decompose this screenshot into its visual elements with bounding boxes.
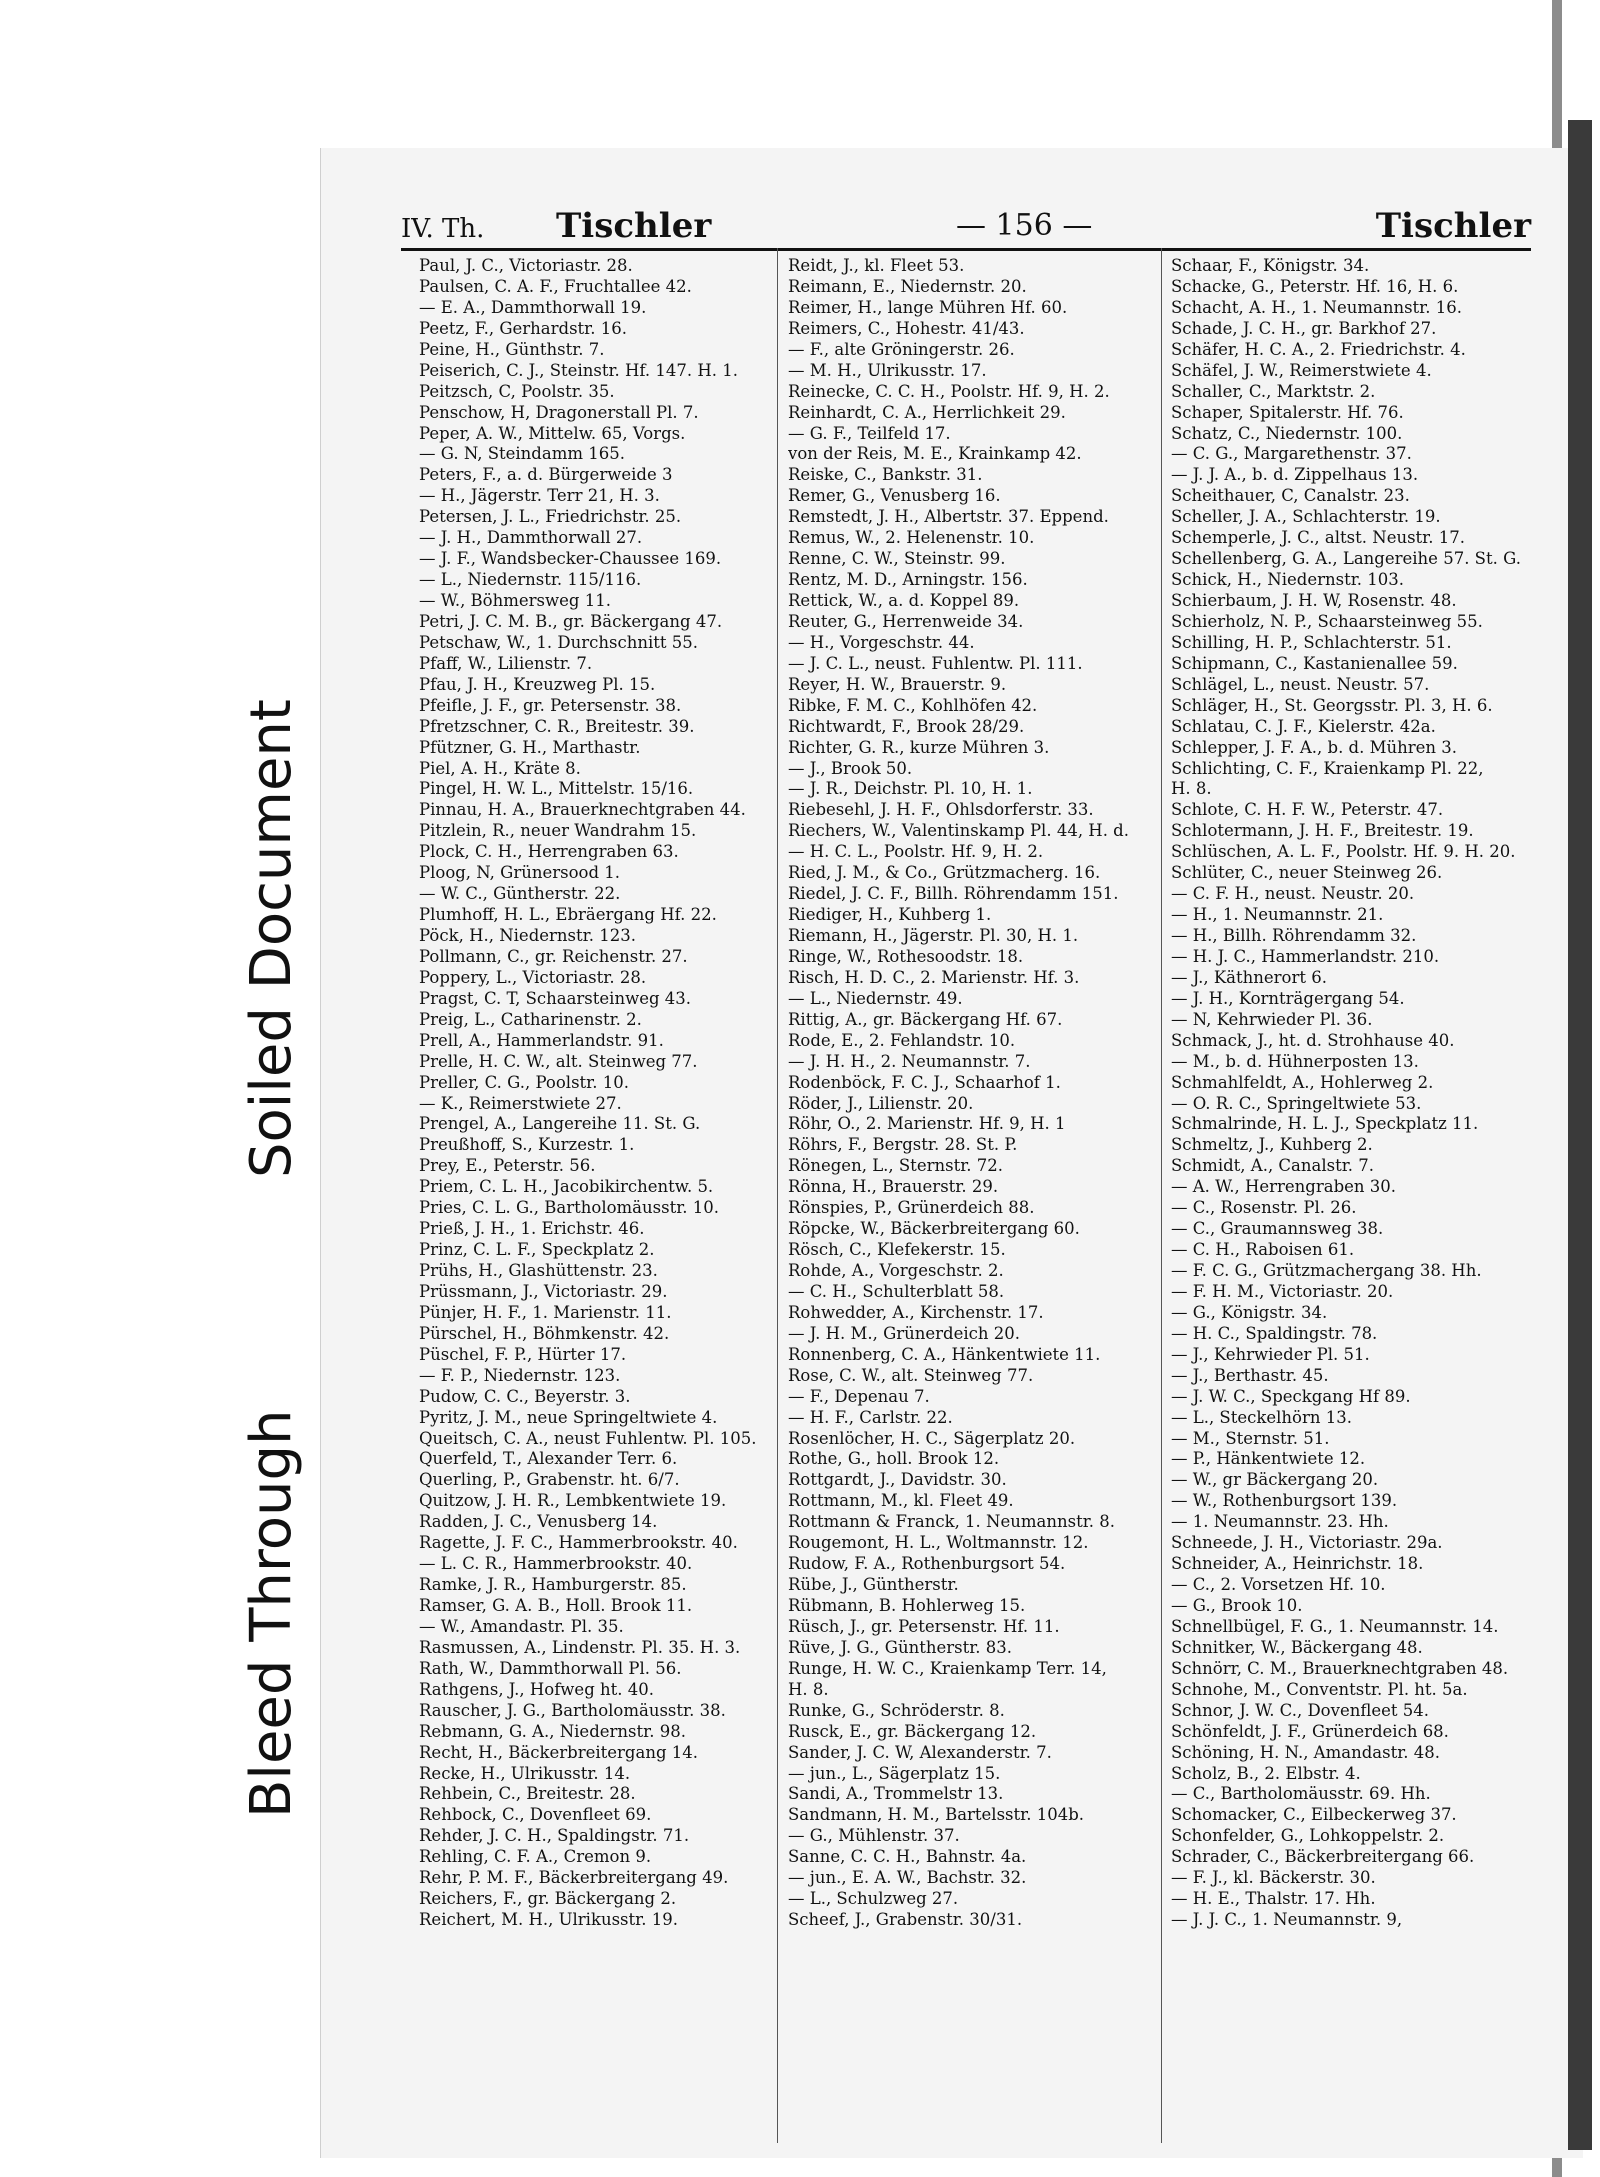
directory-entry: Schaar, F., Königstr. 34.: [1171, 256, 1370, 275]
directory-entry: Riedel, J. C. F., Billh. Röhrendamm 151.: [788, 884, 1119, 904]
directory-entry: Reyer, H. W., Brauerstr. 9.: [788, 674, 1007, 694]
directory-entry: Remstedt, J. H., Albertstr. 37. Eppend.: [788, 507, 1109, 527]
directory-entry: Rittig, A., gr. Bäckergang Hf. 67.: [788, 1009, 1063, 1029]
directory-entry: Richtwardt, F., Brook 28/29.: [788, 716, 1025, 736]
directory-entry: Piel, A. H., Kräte 8.: [419, 758, 581, 778]
directory-entry: — H. C., Spaldingstr. 78.: [1171, 1323, 1378, 1343]
directory-entry: Schierbaum, J. H. W, Rosenstr. 48.: [1171, 591, 1457, 610]
directory-entry: Schaper, Spitalerstr. Hf. 76.: [1171, 402, 1404, 422]
directory-entry: — L., Niedernstr. 115/116.: [419, 570, 642, 590]
document-page: [320, 148, 1583, 2158]
directory-entry: Pries, C. L. G., Bartholomäusstr. 10.: [419, 1198, 720, 1218]
directory-entry: Recht, H., Bäckerbreitergang 14.: [419, 1742, 699, 1762]
directory-entry: — C. H., Raboisen 61.: [1171, 1240, 1355, 1260]
directory-entry: — jun., E. A. W., Bachstr. 32.: [788, 1868, 1027, 1888]
directory-entry: Pfeifle, J. F., gr. Petersenstr. 38.: [419, 695, 682, 715]
directory-entry: — C. F. H., neust. Neustr. 20.: [1171, 884, 1415, 904]
page-edge-dark: [1568, 120, 1592, 2150]
directory-entry: — F. C. G., Grützmachergang 38. Hh.: [1171, 1261, 1482, 1280]
directory-entry: Reuter, G., Herrenweide 34.: [788, 611, 1024, 631]
directory-entry: Rauscher, J. G., Bartholomäusstr. 38.: [419, 1700, 726, 1720]
directory-entry: Schnor, J. W. C., Dovenfleet 54.: [1171, 1700, 1429, 1720]
directory-entry: Röpcke, W., Bäckerbreitergang 60.: [788, 1219, 1080, 1239]
directory-entry: Schemperle, J. C., altst. Neustr. 17.: [1171, 528, 1465, 548]
directory-entry: Reichers, F., gr. Bäckergang 2.: [419, 1889, 677, 1909]
directory-entry: Reinecke, C. C. H., Poolstr. Hf. 9, H. 2.: [788, 381, 1110, 401]
directory-entry: — F., Depenau 7.: [788, 1386, 930, 1406]
directory-entry: Schneider, A., Heinrichstr. 18.: [1171, 1554, 1424, 1574]
directory-entry: Sanne, C. C. H., Bahnstr. 4a.: [788, 1847, 1027, 1867]
directory-entry: — C. H., Schulterblatt 58.: [788, 1281, 1005, 1301]
directory-entry: Peitzsch, C, Poolstr. 35.: [419, 381, 615, 401]
directory-entry: — H., Jägerstr. Terr 21, H. 3.: [419, 486, 660, 506]
directory-entry: Schlägel, L., neust. Neustr. 57.: [1171, 674, 1430, 694]
directory-entry: Rüve, J. G., Güntherstr. 83.: [788, 1637, 1013, 1657]
directory-entry: — E. A., Dammthorwall 19.: [419, 297, 647, 317]
directory-entry: Prell, A., Hammerlandstr. 91.: [419, 1030, 664, 1050]
directory-entry: Pinnau, H. A., Brauerknechtgraben 44.: [419, 800, 746, 820]
directory-entry: — J. H. M., Grünerdeich 20.: [788, 1323, 1021, 1343]
directory-entry: Schnellbügel, F. G., 1. Neumannstr. 14.: [1171, 1616, 1499, 1636]
directory-entry: — F. H. M., Victoriastr. 20.: [1171, 1281, 1394, 1301]
directory-entry: Rehbock, C., Dovenfleet 69.: [419, 1805, 652, 1825]
directory-entry: — 1. Neumannstr. 23. Hh.: [1171, 1512, 1389, 1532]
directory-entry: Riechers, W., Valentinskamp Pl. 44, H. d.: [788, 821, 1129, 841]
directory-entry: Röhrs, F., Bergstr. 28. St. P.: [788, 1135, 1018, 1155]
directory-entry: Rusck, E., gr. Bäckergang 12.: [788, 1721, 1037, 1741]
directory-entry: Petersen, J. L., Friedrichstr. 25.: [419, 507, 682, 527]
directory-entry: — W., Rothenburgsort 139.: [1171, 1491, 1398, 1511]
directory-entry: — F. P., Niedernstr. 123.: [419, 1365, 621, 1385]
directory-entry: Quitzow, J. H. R., Lembkentwiete 19.: [419, 1491, 727, 1511]
directory-column-2: [788, 256, 1148, 1931]
directory-entry: Petri, J. C. M. B., gr. Bäckergang 47.: [419, 611, 723, 631]
directory-entry: Rottmann & Franck, 1. Neumannstr. 8.: [788, 1512, 1116, 1532]
directory-entry: Schneede, J. H., Victoriastr. 29a.: [1171, 1533, 1443, 1553]
directory-entry: Radden, J. C., Venusberg 14.: [419, 1512, 658, 1532]
directory-entry: Schlüschen, A. L. F., Poolstr. Hf. 9. H. 20.: [1171, 842, 1516, 862]
directory-entry: — W., Amandastr. Pl. 35.: [419, 1616, 624, 1636]
directory-entry: Ried, J. M., & Co., Grützmacherg. 16.: [788, 863, 1101, 883]
directory-entry: Riemann, H., Jägerstr. Pl. 30, H. 1.: [788, 926, 1079, 945]
directory-entry: Rasmussen, A., Lindenstr. Pl. 35. H. 3.: [419, 1637, 741, 1657]
directory-entry: Scheef, J., Grabenstr. 30/31.: [788, 1910, 1023, 1930]
directory-entry: — J. H., Dammthorwall 27.: [419, 528, 643, 548]
directory-entry: Peper, A. W., Mittelw. 65, Vorgs.: [419, 423, 686, 443]
directory-entry: Schipmann, C., Kastanienallee 59.: [1171, 653, 1458, 673]
directory-entry: Rehder, J. C. H., Spaldingstr. 71.: [419, 1826, 690, 1846]
directory-entry: Queitsch, C. A., neust Fuhlentw. Pl. 105.: [419, 1428, 757, 1448]
directory-entry: Prey, E., Peterstr. 56.: [419, 1156, 596, 1176]
directory-entry: Scheller, J. A., Schlachterstr. 19.: [1171, 507, 1441, 527]
directory-entry: — H. F., Carlstr. 22.: [788, 1407, 953, 1427]
directory-entry: — J. J. A., b. d. Zippelhaus 13.: [1171, 465, 1419, 485]
directory-entry: Ramser, G. A. B., Holl. Brook 11.: [419, 1596, 693, 1615]
directory-entry: Schmack, J., ht. d. Strohhause 40.: [1171, 1030, 1455, 1050]
directory-entry: Schellenberg, G. A., Langereihe 57. St. G.: [1171, 549, 1521, 569]
directory-entry: Reidt, J., kl. Fleet 53.: [788, 256, 965, 275]
directory-entry: Ploog, N, Grünersood 1.: [419, 863, 621, 883]
directory-entry: Rehbein, C., Breitestr. 28.: [419, 1784, 636, 1804]
directory-entry: Remer, G., Venusberg 16.: [788, 486, 1001, 506]
directory-entry: Pudow, C. C., Beyerstr. 3.: [419, 1386, 631, 1406]
directory-entry: Paulsen, C. A. F., Fruchtallee 42.: [419, 276, 692, 296]
directory-entry: Rüsch, J., gr. Petersenstr. Hf. 11.: [788, 1616, 1060, 1636]
directory-entry: Poppery, L., Victoriastr. 28.: [419, 967, 647, 987]
directory-entry: — M. H., Ulrikusstr. 17.: [788, 360, 987, 380]
directory-entry: — A. W., Herrengraben 30.: [1171, 1177, 1397, 1197]
directory-entry: Ragette, J. F. C., Hammerbrookstr. 40.: [419, 1533, 738, 1553]
directory-entry: — J., Kehrwieder Pl. 51.: [1171, 1344, 1370, 1364]
directory-entry: Runke, G., Schröderstr. 8.: [788, 1700, 1005, 1720]
directory-entry: — J. R., Deichstr. Pl. 10, H. 1.: [788, 779, 1033, 799]
directory-entry: Schierholz, N. P., Schaarsteinweg 55.: [1171, 611, 1483, 631]
directory-entry: Pitzlein, R., neuer Wandrahm 15.: [419, 821, 697, 841]
directory-entry: Prengel, A., Langereihe 11. St. G.: [419, 1114, 701, 1134]
directory-entry: Reichert, M. H., Ulrikusstr. 19.: [419, 1910, 678, 1930]
directory-entry: Schacht, A. H., 1. Neumannstr. 16.: [1171, 297, 1462, 317]
directory-entry: — P., Hänkentwiete 12.: [1171, 1449, 1366, 1469]
directory-entry: Ribke, F. M. C., Kohlhöfen 42.: [788, 695, 1038, 715]
directory-entry: Röhr, O., 2. Marienstr. Hf. 9, H. 1: [788, 1114, 1066, 1134]
directory-entry: Schmidt, A., Canalstr. 7.: [1171, 1156, 1375, 1176]
directory-entry: Püschel, F. P., Hürter 17.: [419, 1344, 627, 1364]
directory-entry: Rönna, H., Brauerstr. 29.: [788, 1177, 999, 1197]
directory-entry: Paul, J. C., Victoriastr. 28.: [419, 256, 633, 275]
directory-entry: Pragst, C. T, Schaarsteinweg 43.: [419, 988, 692, 1008]
directory-entry: — L., Steckelhörn 13.: [1171, 1407, 1352, 1427]
annotation-labels: [232, 560, 322, 1818]
directory-entry: — F., alte Gröningerstr. 26.: [788, 339, 1015, 359]
directory-entry: — G., Mühlenstr. 37.: [788, 1826, 960, 1846]
directory-entry: — H. C. L., Poolstr. Hf. 9, H. 2.: [788, 842, 1044, 862]
directory-entry: Sandi, A., Trommelstr 13.: [788, 1784, 1004, 1804]
directory-entry: Rübmann, B. Hohlerweg 15.: [788, 1596, 1026, 1615]
directory-entry: Querfeld, T., Alexander Terr. 6.: [419, 1449, 678, 1469]
directory-entry: Schlotermann, J. H. F., Breitestr. 19.: [1171, 821, 1474, 841]
directory-entry: Reiske, C., Bankstr. 31.: [788, 465, 983, 485]
directory-entry: Schaller, C., Marktstr. 2.: [1171, 381, 1376, 401]
directory-entry: Schöning, H. N., Amandastr. 48.: [1171, 1742, 1441, 1762]
directory-entry: — G. F., Teilfeld 17.: [788, 423, 951, 443]
directory-entry: Peetz, F., Gerhardstr. 16.: [419, 318, 627, 338]
directory-entry: — C., Bartholomäusstr. 69. Hh.: [1171, 1784, 1431, 1804]
directory-entry: — C., 2. Vorsetzen Hf. 10.: [1171, 1575, 1386, 1595]
directory-entry: Röder, J., Lilienstr. 20.: [788, 1093, 974, 1113]
directory-entry: — L. C. R., Hammerbrookstr. 40.: [419, 1554, 693, 1574]
directory-entry: Rodenböck, F. C. J., Schaarhof 1.: [788, 1072, 1061, 1092]
directory-entry: — F. J., kl. Bäckerstr. 30.: [1171, 1868, 1376, 1888]
directory-entry: Ramke, J. R., Hamburgerstr. 85.: [419, 1575, 687, 1595]
directory-entry: Penschow, H, Dragonerstall Pl. 7.: [419, 402, 699, 422]
directory-entry: Rothe, G., holl. Brook 12.: [788, 1449, 1000, 1469]
directory-entry: Schmalrinde, H. L. J., Speckplatz 11.: [1171, 1114, 1479, 1134]
directory-entry: — G., Brook 10.: [1171, 1596, 1303, 1615]
directory-entry: — H., Vorgeschstr. 44.: [788, 632, 975, 652]
directory-entry: — C. G., Margarethenstr. 37.: [1171, 444, 1412, 464]
directory-entry: Plock, C. H., Herrengraben 63.: [419, 842, 679, 862]
directory-entry: Rohde, A., Vorgeschstr. 2.: [788, 1261, 1004, 1280]
directory-entry: Sander, J. C. W, Alexanderstr. 7.: [788, 1742, 1052, 1762]
directory-entry: Schäfel, J. W., Reimerstwiete 4.: [1171, 360, 1432, 380]
directory-entry: Ronnenberg, C. A., Hänkentwiete 11.: [788, 1344, 1101, 1364]
directory-entry: Prelle, H. C. W., alt. Steinweg 77.: [419, 1051, 698, 1071]
directory-entry: Rudow, F. A., Rothenburgsort 54.: [788, 1554, 1066, 1574]
directory-entry: — G., Königstr. 34.: [1171, 1302, 1328, 1322]
directory-entry: Schlichting, C. F., Kraienkamp Pl. 22,: [1171, 758, 1484, 778]
directory-entry: — J. H. H., 2. Neumannstr. 7.: [788, 1051, 1031, 1071]
directory-entry: Rönegen, L., Sternstr. 72.: [788, 1156, 1003, 1176]
directory-entry: Rottgardt, J., Davidstr. 30.: [788, 1470, 1007, 1490]
directory-entry: Pyritz, J. M., neue Springeltwiete 4.: [419, 1407, 718, 1427]
directory-entry: Preig, L., Catharinenstr. 2.: [419, 1009, 642, 1029]
directory-entry: — J. W. C., Speckgang Hf 89.: [1171, 1386, 1411, 1406]
directory-entry: — J. F., Wandsbecker-Chaussee 169.: [419, 549, 722, 569]
directory-entry: — J. C. L., neust. Fuhlentw. Pl. 111.: [788, 653, 1083, 673]
directory-entry: Reimer, H., lange Mühren Hf. 60.: [788, 297, 1068, 317]
directory-entry: Rougemont, H. L., Woltmannstr. 12.: [788, 1533, 1089, 1553]
directory-entry: Rentz, M. D., Arningstr. 156.: [788, 570, 1028, 590]
directory-entry: Pollmann, C., gr. Reichenstr. 27.: [419, 946, 688, 966]
directory-entry: Reimers, C., Hohestr. 41/43.: [788, 318, 1025, 338]
directory-entry: Rübe, J., Güntherstr.: [788, 1575, 959, 1595]
column-divider: [1161, 248, 1162, 2143]
directory-entry: — J. H., Kornträgergang 54.: [1171, 988, 1405, 1008]
directory-entry: — W., Böhmersweg 11.: [419, 591, 611, 610]
directory-entry: Pingel, H. W. L., Mittelstr. 15/16.: [419, 779, 694, 799]
directory-entry: — L., Schulzweg 27.: [788, 1889, 959, 1909]
directory-entry: Schäfer, H. C. A., 2. Friedrichstr. 4.: [1171, 339, 1466, 359]
directory-entry: — jun., L., Sägerplatz 15.: [788, 1763, 1001, 1783]
directory-entry: Schlüter, C., neuer Steinweg 26.: [1171, 863, 1443, 883]
directory-entry: Rose, C. W., alt. Steinweg 77.: [788, 1365, 1034, 1385]
directory-entry: — C., Rosenstr. Pl. 26.: [1171, 1198, 1357, 1218]
directory-entry: Schilling, H. P., Schlachterstr. 51.: [1171, 632, 1452, 652]
header-rule: [401, 248, 1531, 251]
directory-entry: Schmahlfeldt, A., Hohlerweg 2.: [1171, 1072, 1434, 1092]
directory-entry: — O. R. C., Springeltwiete 53.: [1171, 1093, 1422, 1113]
directory-entry: — H., Billh. Röhrendamm 32.: [1171, 926, 1417, 945]
directory-entry: — L., Niedernstr. 49.: [788, 988, 963, 1008]
directory-entry: — M., Sternstr. 51.: [1171, 1428, 1330, 1448]
directory-entry: — J., Brook 50.: [788, 758, 913, 778]
directory-entry: Schnohe, M., Conventstr. Pl. ht. 5a.: [1171, 1679, 1468, 1699]
soiled-document-label: Soiled Document: [239, 699, 304, 1178]
directory-entry: Remus, W., 2. Helenenstr. 10.: [788, 528, 1035, 548]
directory-entry: Schlatau, C. J. F., Kielerstr. 42a.: [1171, 716, 1436, 736]
directory-entry: Pfützner, G. H., Marthastr.: [419, 737, 641, 757]
directory-entry: Scheithauer, C, Canalstr. 23.: [1171, 486, 1410, 506]
directory-entry: Rönspies, P., Grünerdeich 88.: [788, 1198, 1035, 1218]
directory-entry: Pöck, H., Niedernstr. 123.: [419, 926, 636, 945]
directory-entry: Rettick, W., a. d. Koppel 89.: [788, 591, 1020, 610]
directory-entry: Prühs, H., Glashüttenstr. 23.: [419, 1261, 658, 1280]
directory-entry: Schlote, C. H. F. W., Peterstr. 47.: [1171, 800, 1444, 820]
directory-entry: Pfretzschner, C. R., Breitestr. 39.: [419, 716, 695, 736]
directory-entry: Rebmann, G. A., Niedernstr. 98.: [419, 1721, 686, 1741]
directory-entry: Risch, H. D. C., 2. Marienstr. Hf. 3.: [788, 967, 1080, 987]
directory-entry: — J., Käthnerort 6.: [1171, 967, 1327, 987]
directory-entry: Peters, F., a. d. Bürgerweide 3: [419, 465, 673, 485]
directory-entry: Richter, G. R., kurze Mühren 3.: [788, 737, 1050, 757]
directory-entry: Schnörr, C. M., Brauerknechtgraben 48.: [1171, 1658, 1509, 1678]
directory-entry: Runge, H. W. C., Kraienkamp Terr. 14,: [788, 1658, 1107, 1678]
running-title-left: Tischler: [556, 206, 712, 246]
directory-entry: Riebesehl, J. H. F., Ohlsdorferstr. 33.: [788, 800, 1094, 820]
directory-entry: Rösch, C., Klefekerstr. 15.: [788, 1240, 1006, 1260]
directory-entry: Schick, H., Niedernstr. 103.: [1171, 570, 1405, 590]
directory-entry: Prüssmann, J., Victoriastr. 29.: [419, 1281, 668, 1301]
directory-column-3: [1171, 256, 1541, 1931]
directory-entry: Rehling, C. F. A., Cremon 9.: [419, 1847, 652, 1867]
directory-entry: Plumhoff, H. L., Ebräergang Hf. 22.: [419, 905, 717, 925]
page-number: — 156 —: [956, 208, 1093, 243]
directory-entry: — K., Reimerstwiete 27.: [419, 1093, 622, 1113]
directory-entry: — W., gr Bäckergang 20.: [1171, 1470, 1379, 1490]
directory-entry: — J., Berthastr. 45.: [1171, 1365, 1329, 1385]
running-title-right: Tischler: [1375, 206, 1531, 246]
directory-entry: — G. N, Steindamm 165.: [419, 444, 625, 464]
directory-entry: Schrader, C., Bäckerbreitergang 66.: [1171, 1847, 1475, 1867]
directory-entry: Peiserich, C. J., Steinstr. Hf. 147. H. 1.: [419, 360, 739, 380]
directory-entry: Scholz, B., 2. Elbstr. 4.: [1171, 1763, 1361, 1783]
directory-entry: H. 8.: [788, 1679, 829, 1699]
directory-entry: Schnitker, W., Bäckergang 48.: [1171, 1637, 1423, 1657]
directory-entry: von der Reis, M. E., Krainkamp 42.: [788, 444, 1082, 464]
directory-entry: Schönfeldt, J. F., Grünerdeich 68.: [1171, 1721, 1449, 1741]
directory-entry: Rosenlöcher, H. C., Sägerplatz 20.: [788, 1428, 1076, 1448]
directory-entry: Rohwedder, A., Kirchenstr. 17.: [788, 1302, 1044, 1322]
directory-entry: Riediger, H., Kuhberg 1.: [788, 905, 992, 925]
directory-entry: Rottmann, M., kl. Fleet 49.: [788, 1491, 1014, 1511]
directory-entry: Recke, H., Ulrikusstr. 14.: [419, 1763, 631, 1783]
directory-entry: — W. C., Güntherstr. 22.: [419, 884, 621, 904]
directory-entry: Schlepper, J. F. A., b. d. Mühren 3.: [1171, 737, 1458, 757]
directory-entry: — H. J. C., Hammerlandstr. 210.: [1171, 946, 1440, 966]
directory-entry: — J. J. C., 1. Neumannstr. 9,: [1171, 1910, 1403, 1930]
directory-entry: — H., 1. Neumannstr. 21.: [1171, 905, 1384, 925]
directory-entry: Reimann, E., Niedernstr. 20.: [788, 276, 1027, 296]
directory-entry: Pünjer, H. F., 1. Marienstr. 11.: [419, 1302, 672, 1322]
directory-entry: Prinz, C. L. F., Speckplatz 2.: [419, 1240, 655, 1260]
directory-entry: Schonfelder, G., Lohkoppelstr. 2.: [1171, 1826, 1445, 1846]
directory-entry: H. 8.: [1171, 779, 1212, 799]
directory-entry: Schatz, C., Niedernstr. 100.: [1171, 423, 1403, 443]
directory-entry: Schacke, G., Peterstr. Hf. 16, H. 6.: [1171, 276, 1459, 296]
directory-entry: Priem, C. L. H., Jacobikirchentw. 5.: [419, 1177, 714, 1197]
directory-entry: — H. E., Thalstr. 17. Hh.: [1171, 1889, 1376, 1909]
directory-entry: Schmeltz, J., Kuhberg 2.: [1171, 1135, 1373, 1155]
directory-entry: Renne, C. W., Steinstr. 99.: [788, 549, 1006, 569]
directory-entry: Schläger, H., St. Georgsstr. Pl. 3, H. 6.: [1171, 695, 1493, 715]
directory-entry: Prieß, J. H., 1. Erichstr. 46.: [419, 1219, 645, 1239]
page-header: [401, 206, 1531, 246]
section-marker: IV. Th.: [401, 214, 485, 244]
directory-entry: — M., b. d. Hühnerposten 13.: [1171, 1051, 1419, 1071]
directory-entry: Pfau, J. H., Kreuzweg Pl. 15.: [419, 674, 656, 694]
directory-entry: Peine, H., Günthstr. 7.: [419, 339, 605, 359]
directory-entry: Rathgens, J., Hofweg ht. 40.: [419, 1679, 654, 1699]
directory-entry: — N, Kehrwieder Pl. 36.: [1171, 1009, 1373, 1029]
directory-entry: Reinhardt, C. A., Herrlichkeit 29.: [788, 402, 1066, 422]
directory-entry: Pürschel, H., Böhmkenstr. 42.: [419, 1323, 670, 1343]
directory-entry: Ringe, W., Rothesoodstr. 18.: [788, 946, 1024, 966]
directory-entry: Rode, E., 2. Fehlandstr. 10.: [788, 1030, 1016, 1050]
directory-entry: — C., Graumannsweg 38.: [1171, 1219, 1384, 1239]
directory-entry: Preußhoff, S., Kurzestr. 1.: [419, 1135, 635, 1155]
directory-entry: Querling, P., Grabenstr. ht. 6/7.: [419, 1470, 680, 1490]
directory-entry: Sandmann, H. M., Bartelsstr. 104b.: [788, 1805, 1085, 1825]
directory-entry: Pfaff, W., Lilienstr. 7.: [419, 653, 593, 673]
directory-entry: Schade, J. C. H., gr. Barkhof 27.: [1171, 318, 1437, 338]
directory-entry: Schomacker, C., Eilbeckerweg 37.: [1171, 1805, 1457, 1825]
bleed-through-label: Bleed Through: [239, 1409, 304, 1818]
directory-entry: Rath, W., Dammthorwall Pl. 56.: [419, 1658, 682, 1678]
directory-column-1: [419, 256, 779, 1931]
directory-entry: Rehr, P. M. F., Bäckerbreitergang 49.: [419, 1868, 729, 1888]
directory-entry: Petschaw, W., 1. Durchschnitt 55.: [419, 632, 698, 652]
directory-entry: Preller, C. G., Poolstr. 10.: [419, 1072, 629, 1092]
